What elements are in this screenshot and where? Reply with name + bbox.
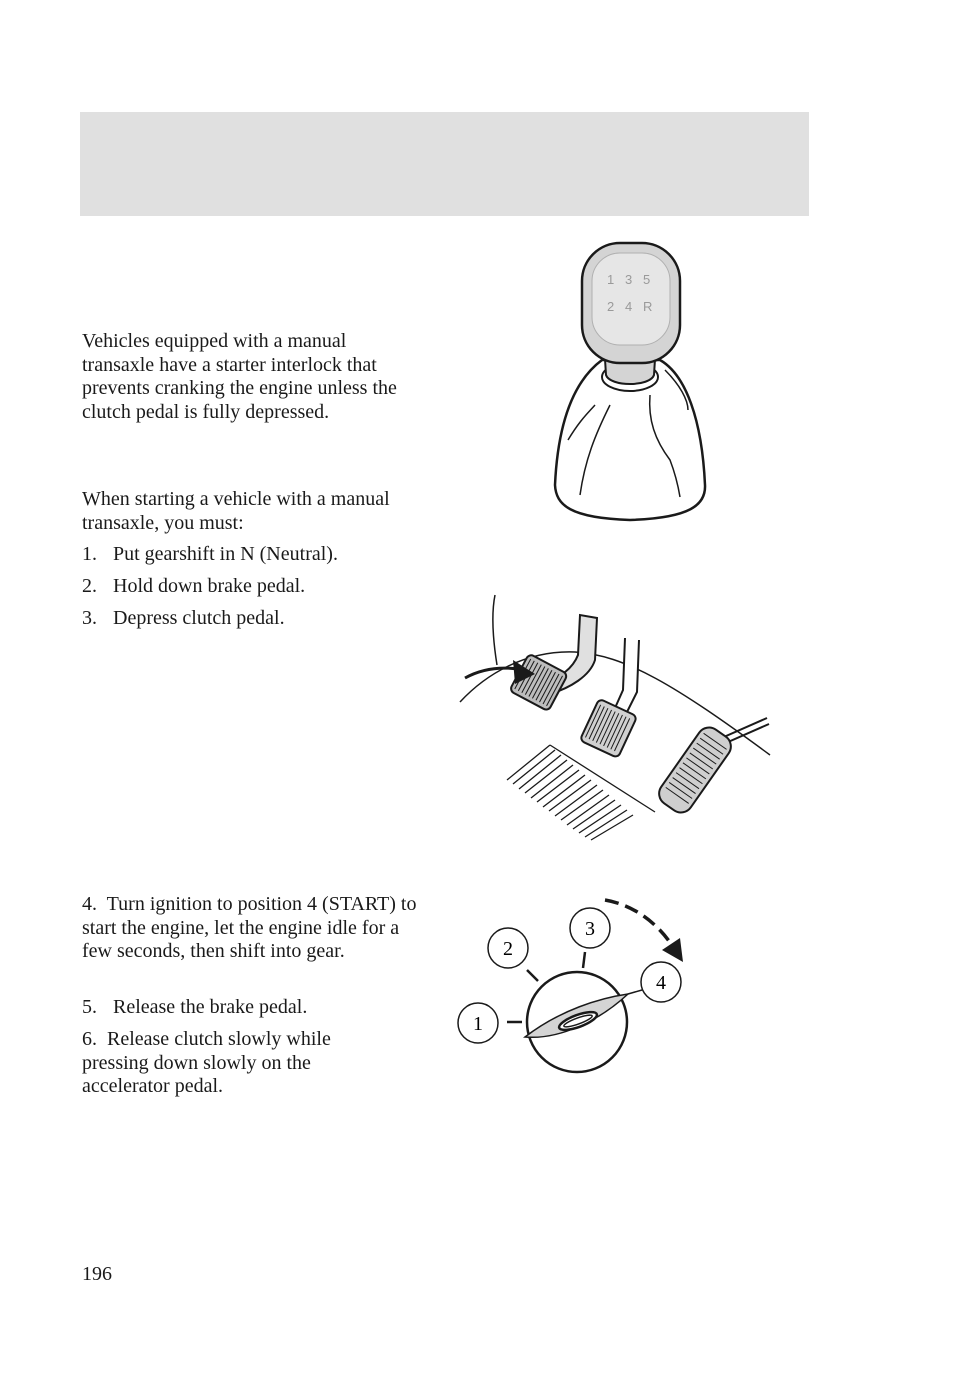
step-number: 2. [82,575,97,597]
page-number: 196 [82,1263,112,1285]
position-3-callout [570,908,610,948]
step-number: 1. [82,543,97,565]
position-2-label: 2 [503,938,513,960]
gearshift-illustration [540,235,720,525]
gear-label: 4 [625,299,633,314]
ignition-illustration [450,890,700,1080]
gear-label: 1 [607,272,615,287]
step-text: Hold down brake pedal. [113,575,306,597]
step-3 [82,607,285,631]
starting-lead: When starting a vehicle with a manual transaxle, you must: [82,488,390,534]
position-3-label: 3 [585,918,595,940]
step-text: Turn ignition to position 4 (START) to start the engine, let the engine idle for a few seconds, then shift into gear. [82,893,417,962]
gear-label: 2 [607,299,615,314]
step-number: 3. [82,607,97,629]
position-1-label: 1 [473,1013,483,1035]
header-band [80,112,809,216]
position-4-callout [641,962,681,1002]
step-text: Release the brake pedal. [113,996,308,1018]
gear-label: 3 [625,272,633,287]
position-1-callout [458,1003,498,1043]
gear-label: 5 [643,272,651,287]
step-text: Release clutch slowly while pressing down slowly on the accelerator pedal. [82,1028,331,1097]
step-text: Put gearshift in N (Neutral). [113,543,338,565]
position-2-callout [488,928,528,968]
step-1 [82,543,338,567]
position-4-label: 4 [656,972,666,994]
step-number: 4. [82,893,97,915]
step-number: 6. [82,1028,97,1050]
step-4 [82,893,432,964]
step-2 [82,575,305,599]
step-number: 5. [82,996,97,1018]
gear-label: R [643,299,653,314]
step-text: Depress clutch pedal. [113,607,285,629]
step-5 [82,996,307,1020]
step-6 [82,1028,392,1099]
interlock-paragraph: Vehicles equipped with a manual transaxle have a starter interlock that prevents cranking the engine unless the clutch pedal is fully depressed. [82,330,397,423]
pedals-illustration [455,590,775,840]
floor-mat-icon [507,745,655,840]
